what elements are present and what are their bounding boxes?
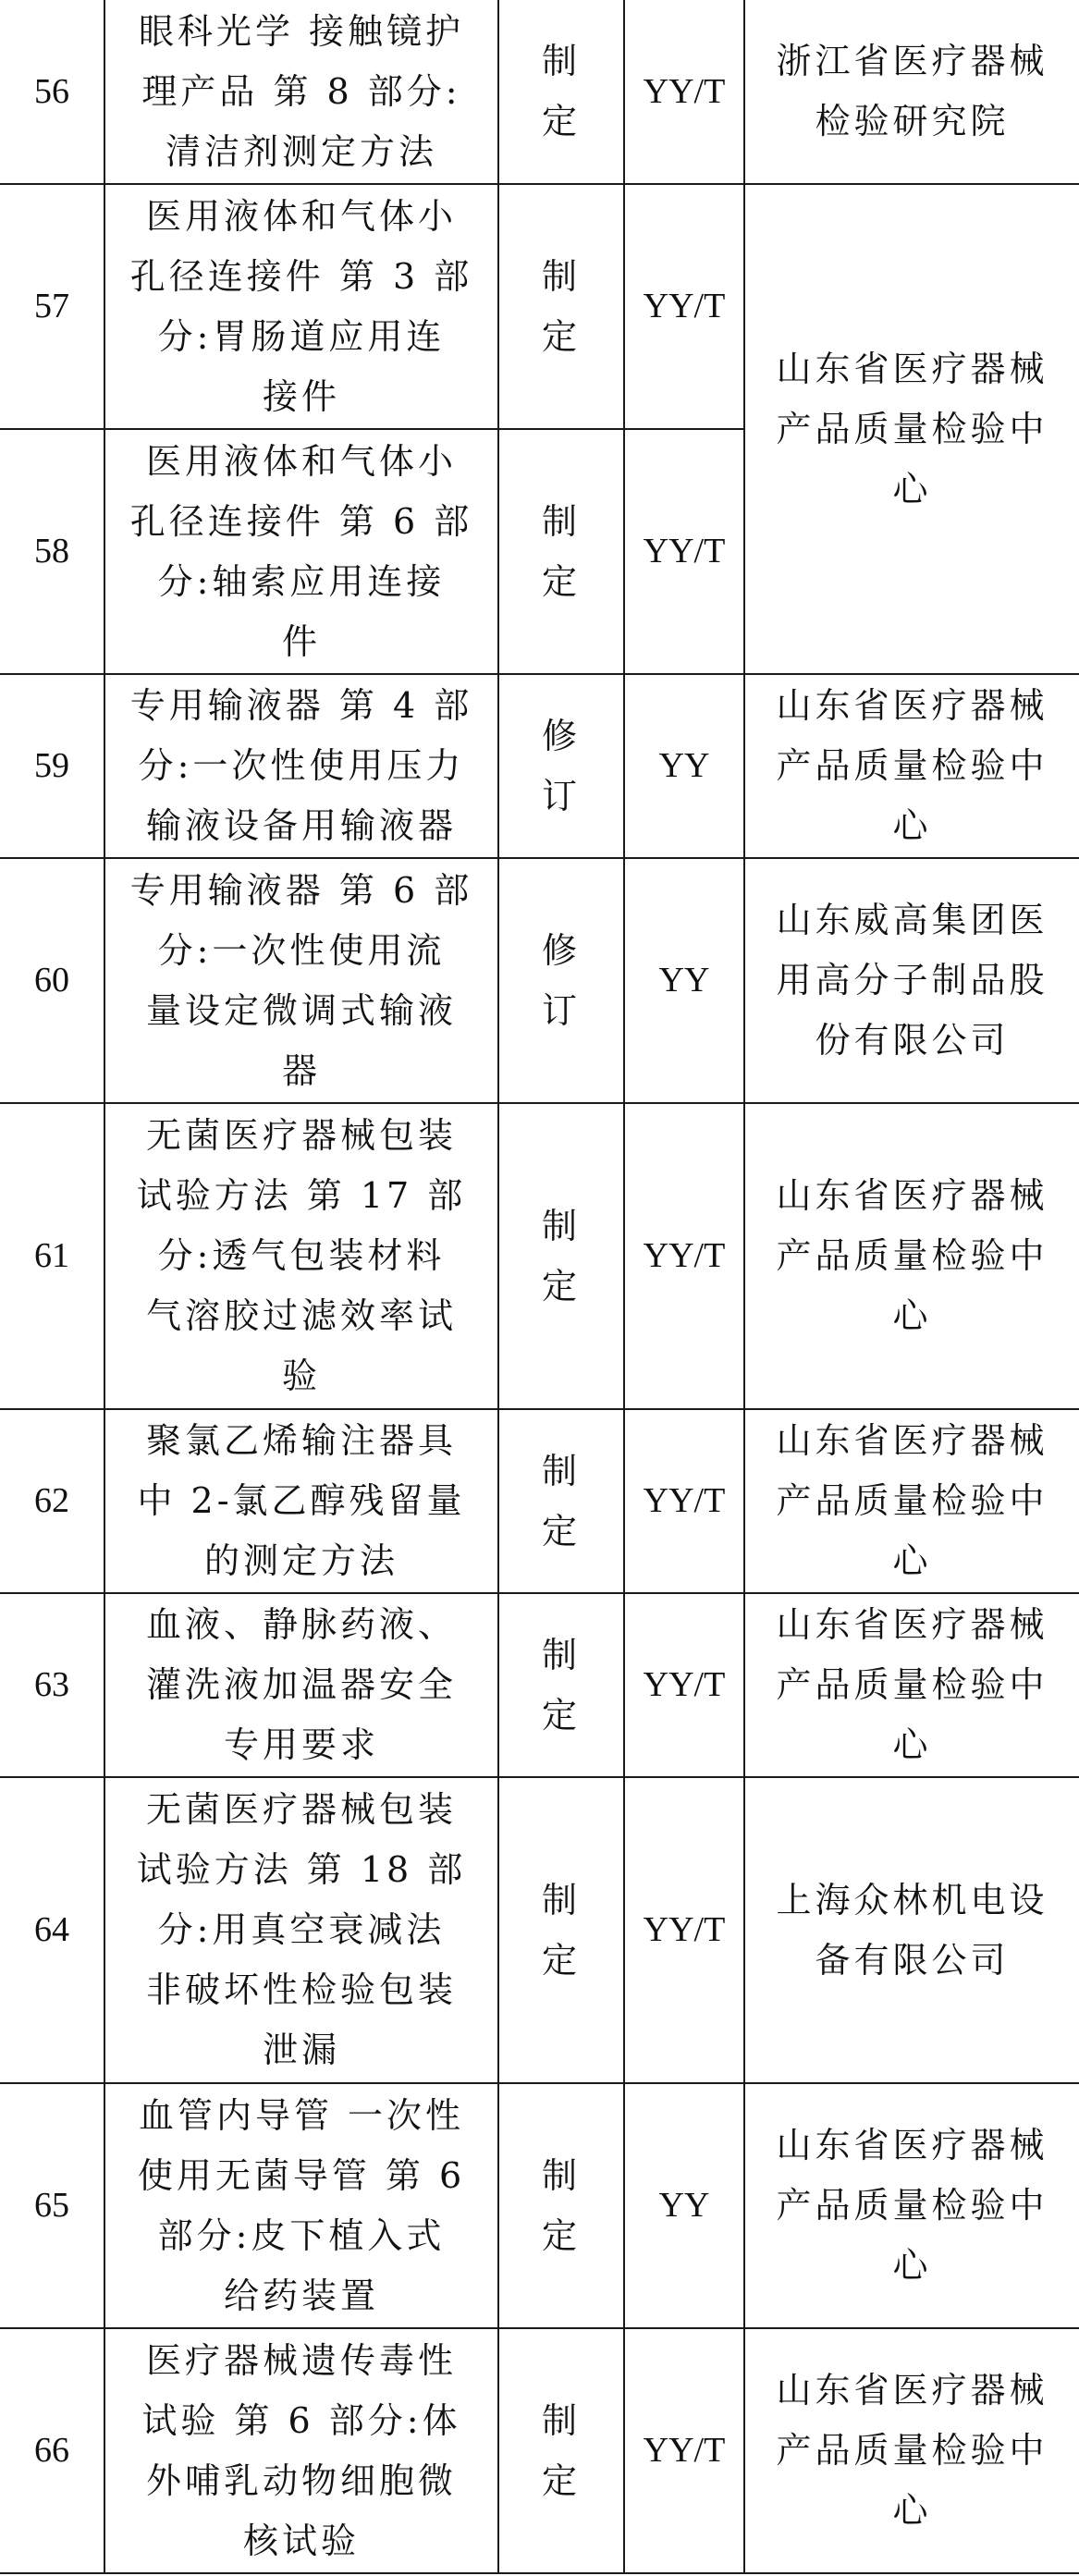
project-type: 制 定 xyxy=(498,1777,624,2083)
row-number: 65 xyxy=(0,2083,104,2328)
table-row xyxy=(0,0,1079,184)
row-number: 62 xyxy=(0,1409,104,1593)
table-row xyxy=(0,674,1079,858)
project-type: 修 订 xyxy=(498,674,624,858)
project-type: 制 定 xyxy=(498,2083,624,2328)
standard-category: YY/T xyxy=(624,0,744,184)
row-number: 63 xyxy=(0,1593,104,1777)
table-row xyxy=(0,858,1079,1103)
table-row xyxy=(0,184,1079,429)
standard-name: 医疗器械遗传毒性 试验 第 6 部分:体 外哺乳动物细胞微 核试验 xyxy=(104,2328,498,2573)
standard-name: 专用输液器 第 4 部 分:一次性使用压力 输液设备用输液器 xyxy=(104,674,498,858)
standard-category: YY/T xyxy=(624,1103,744,1409)
project-type: 制 定 xyxy=(498,1103,624,1409)
project-type: 制 定 xyxy=(498,1409,624,1593)
drafting-organization: 山东威高集团医 用高分子制品股 份有限公司 xyxy=(744,858,1079,1103)
standard-category: YY xyxy=(624,2083,744,2328)
table-row xyxy=(0,2328,1079,2573)
standard-name: 血液、静脉药液、 灌洗液加温器安全 专用要求 xyxy=(104,1593,498,1777)
row-number: 58 xyxy=(0,429,104,674)
project-type: 制 定 xyxy=(498,0,624,184)
table-row xyxy=(0,1593,1079,1777)
drafting-organization: 山东省医疗器械 产品质量检验中 心 xyxy=(744,674,1079,858)
standard-name: 医用液体和气体小 孔径连接件 第 6 部 分:轴索应用连接 件 xyxy=(104,429,498,674)
standard-name: 无菌医疗器械包装 试验方法 第 18 部 分:用真空衰减法 非破坏性检验包装 泄漏 xyxy=(104,1777,498,2083)
project-type: 制 定 xyxy=(498,1593,624,1777)
standard-name: 无菌医疗器械包装 试验方法 第 17 部 分:透气包装材料 气溶胶过滤效率试 验 xyxy=(104,1103,498,1409)
drafting-organization: 山东省医疗器械 产品质量检验中 心 xyxy=(744,2328,1079,2573)
project-type: 修 订 xyxy=(498,858,624,1103)
table-row xyxy=(0,2083,1079,2328)
standard-category: YY/T xyxy=(624,1593,744,1777)
standard-name: 血管内导管 一次性 使用无菌导管 第 6 部分:皮下植入式 给药装置 xyxy=(104,2083,498,2328)
drafting-organization: 浙江省医疗器械 检验研究院 xyxy=(744,0,1079,184)
project-type: 制 定 xyxy=(498,184,624,429)
drafting-organization: 山东省医疗器械 产品质量检验中 心 xyxy=(744,1593,1079,1777)
row-number: 60 xyxy=(0,858,104,1103)
row-number: 57 xyxy=(0,184,104,429)
project-type: 制 定 xyxy=(498,429,624,674)
row-number: 59 xyxy=(0,674,104,858)
standard-name: 聚氯乙烯输注器具 中 2-氯乙醇残留量 的测定方法 xyxy=(104,1409,498,1593)
table-row xyxy=(0,1103,1079,1409)
table-row xyxy=(0,1409,1079,1593)
standard-category: YY/T xyxy=(624,2328,744,2573)
row-number: 66 xyxy=(0,2328,104,2573)
standard-category: YY/T xyxy=(624,184,744,429)
standard-category: YY/T xyxy=(624,1777,744,2083)
row-number: 56 xyxy=(0,0,104,184)
drafting-organization: 山东省医疗器械 产品质量检验中 心 xyxy=(744,1409,1079,1593)
standard-category: YY xyxy=(624,674,744,858)
table-row xyxy=(0,1777,1079,2083)
standard-category: YY xyxy=(624,858,744,1103)
row-number: 61 xyxy=(0,1103,104,1409)
standard-name: 医用液体和气体小 孔径连接件 第 3 部 分:胃肠道应用连 接件 xyxy=(104,184,498,429)
project-type: 制 定 xyxy=(498,2328,624,2573)
drafting-organization: 山东省医疗器械 产品质量检验中 心 xyxy=(744,184,1079,674)
standard-category: YY/T xyxy=(624,429,744,674)
standard-name: 眼科光学 接触镜护 理产品 第 8 部分: 清洁剂测定方法 xyxy=(104,0,498,184)
drafting-organization: 上海众林机电设 备有限公司 xyxy=(744,1777,1079,2083)
drafting-organization: 山东省医疗器械 产品质量检验中 心 xyxy=(744,2083,1079,2328)
drafting-organization: 山东省医疗器械 产品质量检验中 心 xyxy=(744,1103,1079,1409)
standard-name: 专用输液器 第 6 部 分:一次性使用流 量设定微调式输液 器 xyxy=(104,858,498,1103)
row-number: 64 xyxy=(0,1777,104,2083)
standard-category: YY/T xyxy=(624,1409,744,1593)
